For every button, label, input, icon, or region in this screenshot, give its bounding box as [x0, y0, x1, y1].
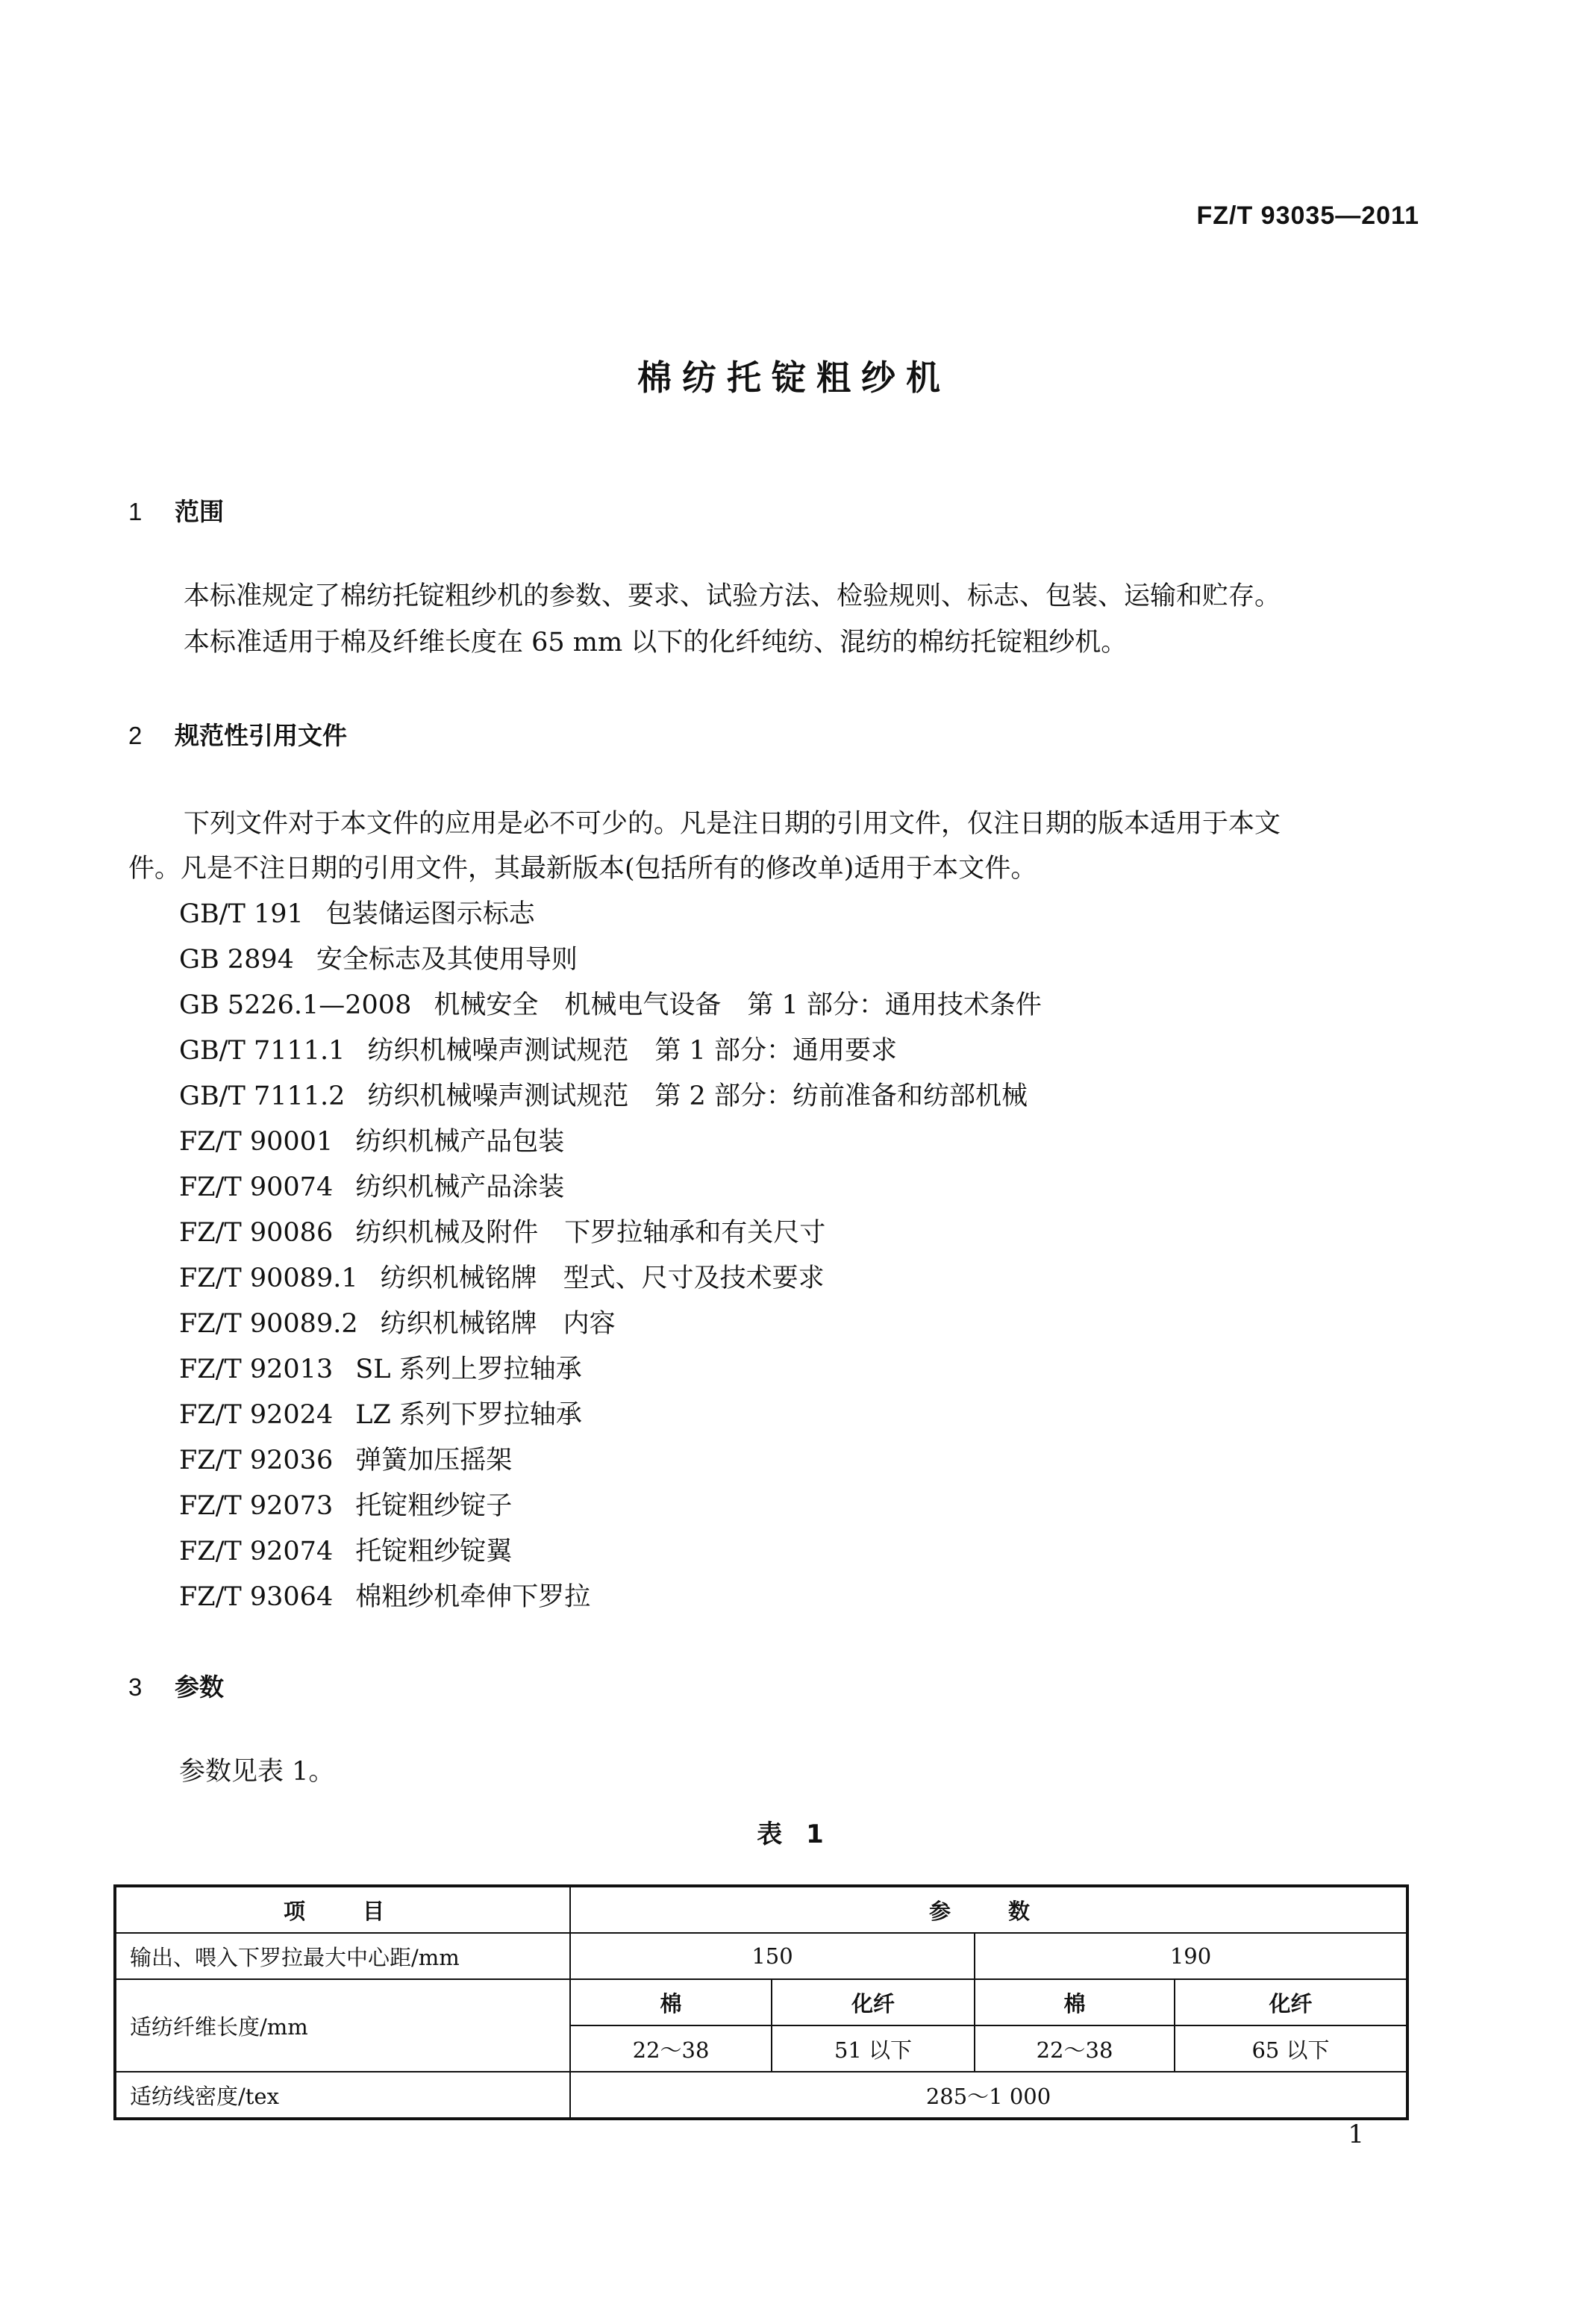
reference-code: FZ/T 92073	[179, 1491, 334, 1521]
table-row	[115, 1933, 1407, 1979]
section-heading-parameters	[128, 1668, 224, 1703]
reference-item	[179, 984, 1042, 1022]
table-cell: 65 以下	[1175, 2025, 1407, 2072]
reference-title: 托锭粗纱锭翼	[355, 1537, 513, 1566]
reference-item	[179, 893, 535, 931]
reference-item	[179, 1075, 1028, 1113]
reference-item	[179, 1166, 564, 1204]
scope-paragraph-2: 本标准适用于棉及纤维长度在 65 mm 以下的化纤纯纺、混纺的棉纺托锭粗纱机。	[184, 628, 1128, 657]
table-row	[115, 2072, 1407, 2119]
reference-code: FZ/T 90089.2	[179, 1309, 358, 1339]
reference-code: FZ/T 93064	[179, 1582, 334, 1612]
standard-number: FZ/T 93035—2011	[1196, 202, 1419, 230]
reference-title: 纺织机械产品涂装	[355, 1172, 565, 1202]
table-subheader-cell: 化纤	[1175, 1979, 1407, 2025]
reference-item	[179, 1349, 582, 1386]
row-label: 适纺纤维长度/mm	[115, 1979, 570, 2072]
reference-item	[179, 1121, 564, 1158]
section-title: 规范性引用文件	[175, 721, 347, 750]
reference-title: 纺织机械产品包装	[355, 1127, 565, 1157]
reference-item	[179, 1576, 590, 1614]
reference-code: GB 2894	[179, 945, 294, 975]
table-cell: 51 以下	[772, 2025, 975, 2072]
reference-item	[179, 939, 578, 976]
reference-code: FZ/T 92024	[179, 1400, 334, 1430]
reference-code: GB/T 191	[179, 899, 304, 929]
reference-title: 弹簧加压摇架	[355, 1446, 513, 1475]
reference-code: FZ/T 90089.1	[179, 1263, 358, 1293]
reference-item	[179, 1531, 512, 1568]
table-cell: 285～1 000	[570, 2072, 1407, 2119]
table-row	[115, 1886, 1407, 1933]
header-params-cell: 参 数	[570, 1886, 1407, 1933]
table-cell: 190	[975, 1933, 1407, 1979]
table-row	[115, 1979, 1407, 2025]
reference-code: GB/T 7111.2	[179, 1081, 346, 1111]
document-title: 棉纺托锭粗纱机	[637, 357, 951, 398]
reference-code: FZ/T 92036	[179, 1446, 334, 1475]
table-cell: 22～38	[975, 2025, 1175, 2072]
section-title: 参数	[175, 1672, 224, 1702]
row-label: 输出、喂入下罗拉最大中心距/mm	[115, 1933, 570, 1979]
table-subheader-cell: 棉	[570, 1979, 772, 2025]
reference-item	[179, 1258, 825, 1295]
reference-title: LZ 系列下罗拉轴承	[355, 1400, 582, 1430]
reference-code: FZ/T 92074	[179, 1537, 334, 1566]
table-cell: 150	[570, 1933, 975, 1979]
table-caption: 表 1	[757, 1819, 831, 1849]
reference-title: 纺织机械噪声测试规范 第 2 部分：纺前准备和纺部机械	[367, 1081, 1028, 1111]
reference-title: 机械安全 机械电气设备 第 1 部分：通用技术条件	[434, 990, 1042, 1020]
reference-code: FZ/T 90001	[179, 1127, 334, 1157]
reference-title: 纺织机械铭牌 型式、尺寸及技术要求	[380, 1263, 825, 1293]
header-item-cell: 项 目	[115, 1886, 570, 1933]
section-title: 范围	[175, 497, 224, 526]
reference-title: 包装储运图示标志	[325, 899, 535, 929]
reference-item	[179, 1440, 512, 1477]
reference-title: 托锭粗纱锭子	[355, 1491, 513, 1521]
page-number: 1	[1348, 2120, 1364, 2149]
reference-title: SL 系列上罗拉轴承	[355, 1355, 582, 1384]
reference-code: GB/T 7111.1	[179, 1036, 346, 1066]
reference-title: 纺织机械噪声测试规范 第 1 部分：通用要求	[367, 1036, 897, 1066]
reference-item	[179, 1303, 616, 1340]
section-heading-scope	[128, 493, 224, 528]
section-heading-normative-refs	[128, 716, 347, 752]
table-subheader-cell: 棉	[975, 1979, 1175, 2025]
table-subheader-cell: 化纤	[772, 1979, 975, 2025]
section-number: 3	[128, 1673, 143, 1701]
reference-code: GB 5226.1—2008	[179, 990, 412, 1020]
refs-intro-line-1: 下列文件对于本文件的应用是必不可少的。凡是注日期的引用文件，仅注日期的版本适用于本文	[184, 809, 1281, 839]
refs-intro-line-2: 件。凡是不注日期的引用文件，其最新版本(包括所有的修改单)适用于本文件。	[128, 854, 1037, 884]
reference-title: 安全标志及其使用导则	[316, 945, 578, 975]
reference-code: FZ/T 90086	[179, 1218, 334, 1248]
section-number: 2	[128, 722, 143, 749]
row-label: 适纺线密度/tex	[115, 2072, 570, 2119]
parameters-paragraph: 参数见表 1。	[179, 1757, 335, 1787]
reference-item	[179, 1212, 825, 1249]
section-number: 1	[128, 498, 143, 525]
reference-title: 纺织机械铭牌 内容	[380, 1309, 616, 1339]
table-cell: 22～38	[570, 2025, 772, 2072]
reference-item	[179, 1030, 897, 1067]
reference-title: 纺织机械及附件 下罗拉轴承和有关尺寸	[355, 1218, 826, 1248]
reference-title: 棉粗纱机牵伸下罗拉	[355, 1582, 591, 1612]
reference-code: FZ/T 92013	[179, 1355, 334, 1384]
reference-item	[179, 1394, 582, 1431]
reference-code: FZ/T 90074	[179, 1172, 334, 1202]
reference-item	[179, 1485, 512, 1522]
parameters-table	[113, 1884, 1409, 2120]
scope-paragraph-1: 本标准规定了棉纺托锭粗纱机的参数、要求、试验方法、检验规则、标志、包装、运输和贮存。	[184, 581, 1281, 611]
